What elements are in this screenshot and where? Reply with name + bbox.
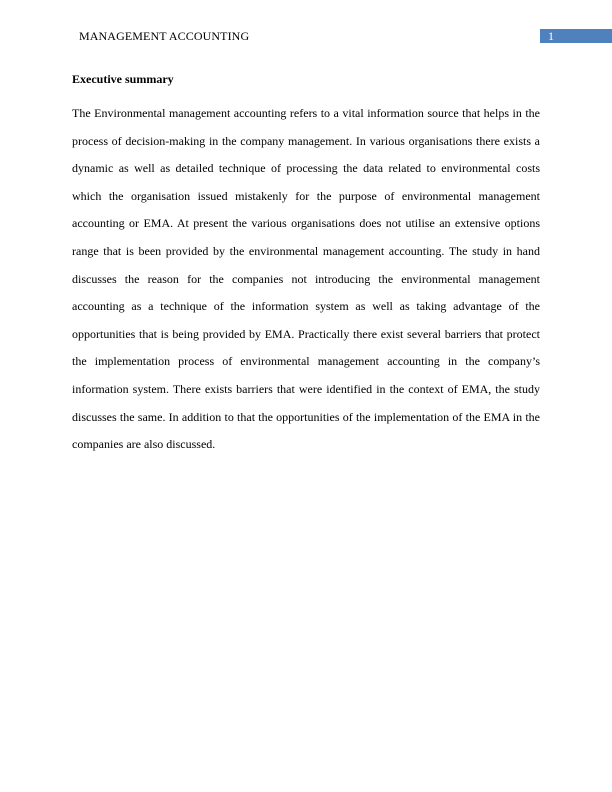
body-paragraph: The Environmental management accounting refers to a vital information source that helps in the process of decision-making in the company management. In various organisations there exists a dynamic as well as detailed technique of processing the data related to environmental costs which the organisation issued mistakenly for the purpose of environmental management accounting or EMA. At present the various organisations does not utilise an extensive options range that is been provided by the environmental management accounting. The study in hand discusses the reason for the companies not introducing the environmental management accounting as a technique of the information system as well as taking advantage of the opportunities that is being provided by EMA. Practically there exist several barriers that protect the implementation process of environmental management accounting in the company’s information system. There exists barriers that were identified in the context of EMA, the study discusses the same. In addition to that the opportunities of the implementation of the EMA in the companies are also discussed. xyxy=(72,106,540,452)
page-number: 1 xyxy=(548,29,554,43)
running-head: MANAGEMENT ACCOUNTING xyxy=(79,29,250,43)
section-heading: Executive summary xyxy=(72,72,174,86)
page-number-box xyxy=(540,29,612,43)
